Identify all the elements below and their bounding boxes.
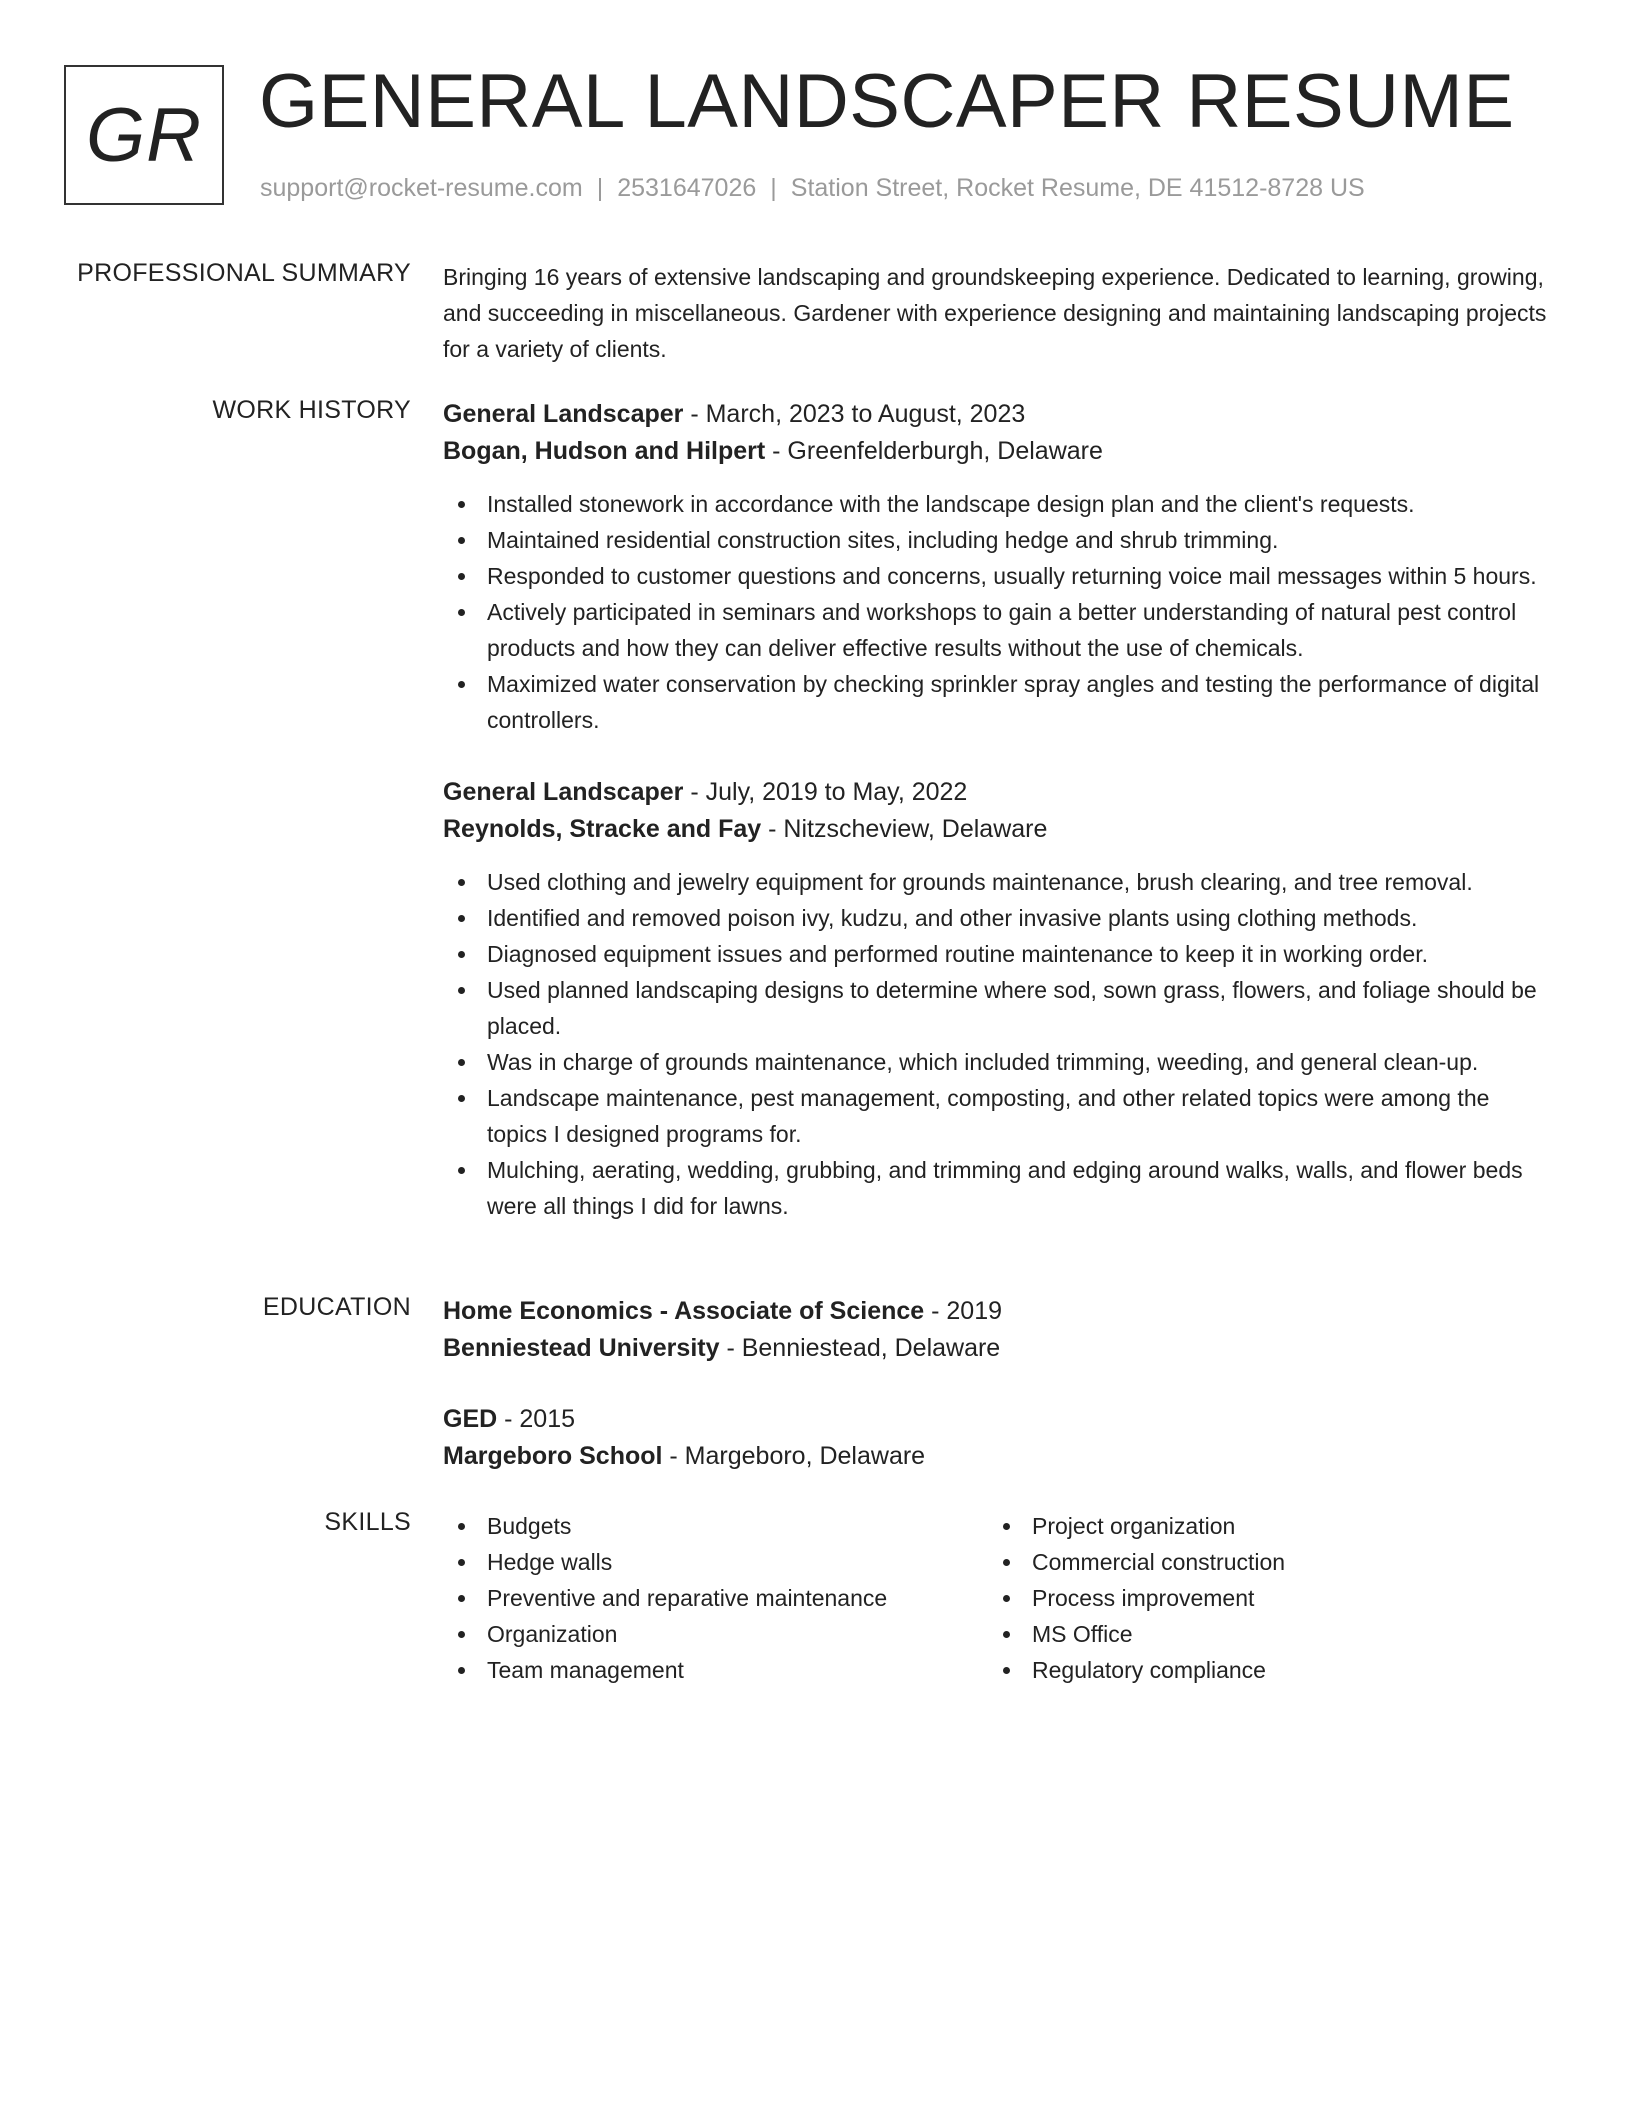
skills-body <box>443 1508 1553 1688</box>
job-bullets <box>443 864 1553 1224</box>
job-company: Reynolds, Stracke and Fay <box>443 815 762 843</box>
skills-columns <box>443 1508 1553 1688</box>
section-label-summary: PROFESSIONAL SUMMARY <box>77 259 411 287</box>
contact-address: Station Street, Rocket Resume, DE 41512-8728 US <box>790 174 1365 202</box>
summary-body <box>443 259 1553 367</box>
skill-item: Budgets <box>443 1508 988 1544</box>
education-body <box>443 1293 1553 1475</box>
job-bullet: Was in charge of grounds maintenance, which included trimming, weeding, and general clean-up. <box>443 1044 1553 1080</box>
monogram-box <box>64 65 224 205</box>
job-bullet: Used planned landscaping designs to determine where sod, sown grass, flowers, and foliage should be placed. <box>443 972 1553 1044</box>
education-degree: Home Economics - Associate of Science <box>443 1297 925 1325</box>
work-body <box>443 396 1553 1224</box>
skill-item: Commercial construction <box>988 1544 1533 1580</box>
education-year: - 2019 <box>924 1297 1003 1325</box>
education-school: Margeboro School <box>443 1442 663 1470</box>
monogram-initials: GR <box>86 92 202 178</box>
education-school-line <box>443 1330 1553 1367</box>
job-location: - Greenfelderburgh, Delaware <box>765 437 1103 465</box>
job-bullets <box>443 486 1553 738</box>
education-location: - Margeboro, Delaware <box>662 1442 926 1470</box>
education-location: - Benniestead, Delaware <box>719 1334 1001 1362</box>
skill-item: Regulatory compliance <box>988 1652 1533 1688</box>
resume-title: GENERAL LANDSCAPER RESUME <box>259 59 1515 144</box>
job-bullet: Maintained residential construction sites, including hedge and shrub trimming. <box>443 522 1553 558</box>
education-school: Benniestead University <box>443 1334 720 1362</box>
skill-item: MS Office <box>988 1616 1533 1652</box>
skill-item: Process improvement <box>988 1580 1533 1616</box>
skill-item: Organization <box>443 1616 988 1652</box>
job-bullet: Diagnosed equipment issues and performed routine maintenance to keep it in working order. <box>443 936 1553 972</box>
education-year: - 2015 <box>497 1405 576 1433</box>
skills-column-right <box>988 1508 1533 1688</box>
contact-phone[interactable]: 2531647026 <box>617 174 757 202</box>
job-company: Bogan, Hudson and Hilpert <box>443 437 766 465</box>
skill-item: Preventive and reparative maintenance <box>443 1580 988 1616</box>
job-entry <box>443 774 1553 1224</box>
job-bullet: Identified and removed poison ivy, kudzu, and other invasive plants using clothing methods. <box>443 900 1553 936</box>
job-company-line <box>443 433 1553 470</box>
education-entry <box>443 1293 1553 1367</box>
job-title-line <box>443 774 1553 811</box>
job-bullet: Maximized water conservation by checking sprinkler spray angles and testing the performance of digital controllers. <box>443 666 1553 738</box>
job-title: General Landscaper <box>443 778 684 806</box>
skill-item: Project organization <box>988 1508 1533 1544</box>
education-entry <box>443 1401 1553 1475</box>
education-degree: GED <box>443 1405 498 1433</box>
summary-text: Bringing 16 years of extensive landscaping and groundskeeping experience. Dedicated to learning, growing, and succeeding in miscellaneous. Gardener with experience designing and maintaining landscaping projects for a variety of clients. <box>443 264 1547 362</box>
section-label-skills: SKILLS <box>324 1508 411 1536</box>
job-company-line <box>443 811 1553 848</box>
education-degree-line <box>443 1401 1553 1438</box>
job-dates: - March, 2023 to August, 2023 <box>683 400 1026 428</box>
contact-email[interactable]: support@rocket-resume.com <box>260 174 583 202</box>
education-school-line <box>443 1438 1553 1475</box>
job-title: General Landscaper <box>443 400 684 428</box>
job-dates: - July, 2019 to May, 2022 <box>683 778 968 806</box>
job-bullet: Installed stonework in accordance with the landscape design plan and the client's requests. <box>443 486 1553 522</box>
contact-line <box>260 174 1365 203</box>
job-bullet: Responded to customer questions and concerns, usually returning voice mail messages within 5 hours. <box>443 558 1553 594</box>
contact-separator: | <box>596 174 604 202</box>
skills-column-left <box>443 1508 988 1688</box>
job-entry <box>443 396 1553 738</box>
education-degree-line <box>443 1293 1553 1330</box>
job-bullet: Mulching, aerating, wedding, grubbing, and trimming and edging around walks, walls, and flower beds were all things I did for lawns. <box>443 1152 1553 1224</box>
job-bullet: Used clothing and jewelry equipment for grounds maintenance, brush clearing, and tree removal. <box>443 864 1553 900</box>
contact-separator: | <box>770 174 777 202</box>
skill-item: Hedge walls <box>443 1544 988 1580</box>
section-label-education: EDUCATION <box>262 1293 411 1321</box>
job-title-line <box>443 396 1553 433</box>
skill-item: Team management <box>443 1652 988 1688</box>
section-label-work: WORK HISTORY <box>212 396 411 424</box>
job-location: - Nitzscheview, Delaware <box>761 815 1048 843</box>
job-bullet: Landscape maintenance, pest management, composting, and other related topics were among the topics I designed programs for. <box>443 1080 1553 1152</box>
job-bullet: Actively participated in seminars and workshops to gain a better understanding of natural pest control products and how they can deliver effective results without the use of chemicals. <box>443 594 1553 666</box>
